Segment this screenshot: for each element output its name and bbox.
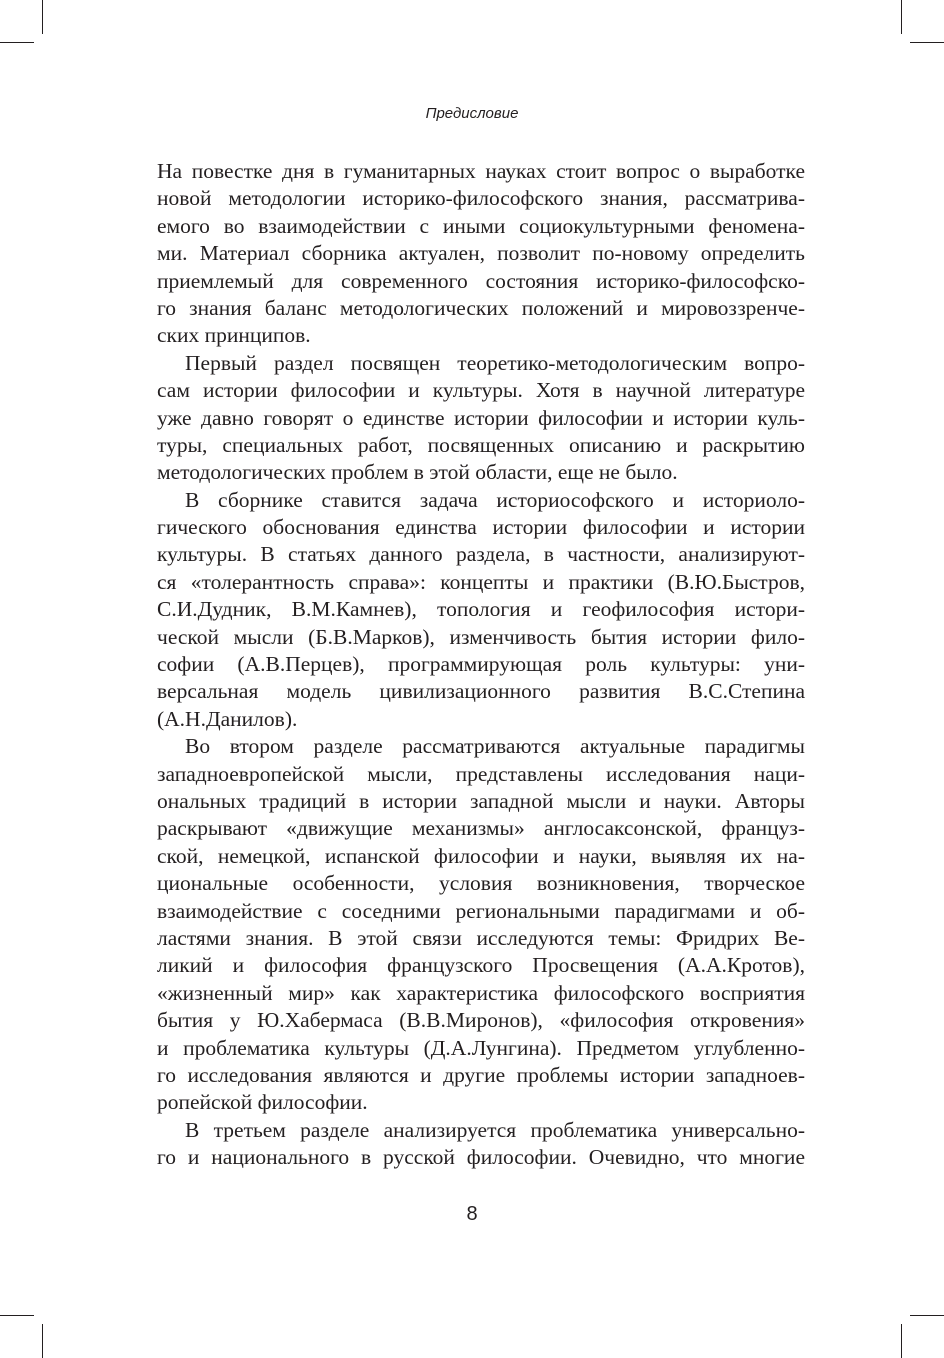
- text-line: С.И.Дудник, В.М.Камнев), топология и геофилософия истори-: [157, 597, 805, 622]
- text-line: (А.Н.Данилов).: [157, 706, 298, 731]
- crop-mark-top-right-horizontal: [910, 42, 944, 43]
- crop-mark-bottom-right-vertical: [901, 1324, 902, 1358]
- text-line: ликий и философия французского Просвещения (А.А.Кротов),: [157, 953, 805, 978]
- text-line: новой методологии историко-философского знания, рассматрива-: [157, 186, 805, 211]
- page-number: 8: [466, 1203, 478, 1225]
- text-line: гического обоснования единства истории философии и истории: [157, 515, 805, 540]
- body-text: [157, 158, 805, 1171]
- text-line: ских принципов.: [157, 323, 311, 348]
- text-line: софии (А.В.Перцев), программирующая роль культуры: уни-: [157, 652, 805, 677]
- text-line: ональных традиций в истории западной мысли и науки. Авторы: [157, 788, 805, 813]
- text-line: Первый раздел посвящен теоретико-методологическим вопро-: [185, 350, 805, 375]
- crop-mark-bottom-left-horizontal: [0, 1315, 34, 1316]
- paragraph: [157, 1117, 805, 1172]
- text-line: взаимодействие с соседними региональными парадигмами и об-: [157, 898, 805, 923]
- paragraph: [157, 158, 805, 350]
- text-line: «жизненный мир» как характеристика философского восприятия: [157, 980, 805, 1005]
- text-line: циональные особенности, условия возникновения, творческое: [157, 871, 805, 896]
- paragraph: [157, 487, 805, 734]
- text-line: го и национального в русской философии. Очевидно, что многие: [157, 1145, 805, 1170]
- crop-mark-top-left-horizontal: [0, 42, 34, 43]
- text-line: На повестке дня в гуманитарных науках стоит вопрос о выработке: [157, 159, 805, 183]
- text-line: ской, немецкой, испанской философии и науки, выявляя их на-: [157, 843, 805, 868]
- text-line: версальная модель цивилизационного развития В.С.Степина: [157, 679, 805, 704]
- text-line: приемлемый для современного состояния историко-философско-: [157, 268, 805, 293]
- text-line: го знания баланс методологических положений и мировоззренче-: [157, 295, 805, 320]
- crop-mark-top-right-vertical: [901, 0, 902, 34]
- text-line: емого во взаимодействии с иными социокультурными феномена-: [157, 213, 805, 238]
- paragraph: [157, 733, 805, 1116]
- text-line: методологических проблем в этой области, еще не было.: [157, 460, 678, 485]
- text-line: сам истории философии и культуры. Хотя в научной литературе: [157, 378, 805, 403]
- crop-mark-bottom-right-horizontal: [910, 1315, 944, 1316]
- crop-mark-bottom-left-vertical: [42, 1324, 43, 1358]
- running-head: Предисловие: [425, 105, 519, 122]
- text-line: Во втором разделе рассматриваются актуальные парадигмы: [185, 734, 805, 759]
- text-line: туры, специальных работ, посвященных описанию и раскрытию: [157, 432, 805, 457]
- text-line: и проблематика культуры (Д.А.Лунгина). Предметом углубленно-: [157, 1035, 805, 1060]
- paragraph: [157, 350, 805, 487]
- text-line: ся «толерантность справа»: концепты и практики (В.Ю.Быстров,: [157, 569, 805, 594]
- text-line: уже давно говорят о единстве истории философии и истории куль-: [157, 405, 805, 430]
- text-line: В третьем разделе анализируется проблематика универсально-: [185, 1117, 805, 1142]
- text-line: бытия у Ю.Хабермаса (В.В.Миронов), «философия откровения»: [157, 1008, 805, 1033]
- crop-mark-top-left-vertical: [42, 0, 43, 34]
- text-line: ми. Материал сборника актуален, позволит по-новому определить: [157, 241, 805, 266]
- text-line: В сборнике ставится задача историософского и историоло-: [185, 487, 805, 512]
- text-line: го исследования являются и другие проблемы истории западноев-: [157, 1062, 805, 1087]
- text-line: ческой мысли (Б.В.Марков), изменчивость бытия истории фило-: [157, 624, 805, 649]
- text-line: западноевропейской мысли, представлены исследования наци-: [157, 761, 805, 786]
- text-line: раскрывают «движущие механизмы» англосаксонской, француз-: [157, 816, 805, 841]
- text-line: ропейской философии.: [157, 1090, 368, 1115]
- text-line: ластями знания. В этой связи исследуются темы: Фридрих Ве-: [157, 925, 805, 950]
- text-line: культуры. В статьях данного раздела, в частности, анализируют-: [157, 542, 805, 567]
